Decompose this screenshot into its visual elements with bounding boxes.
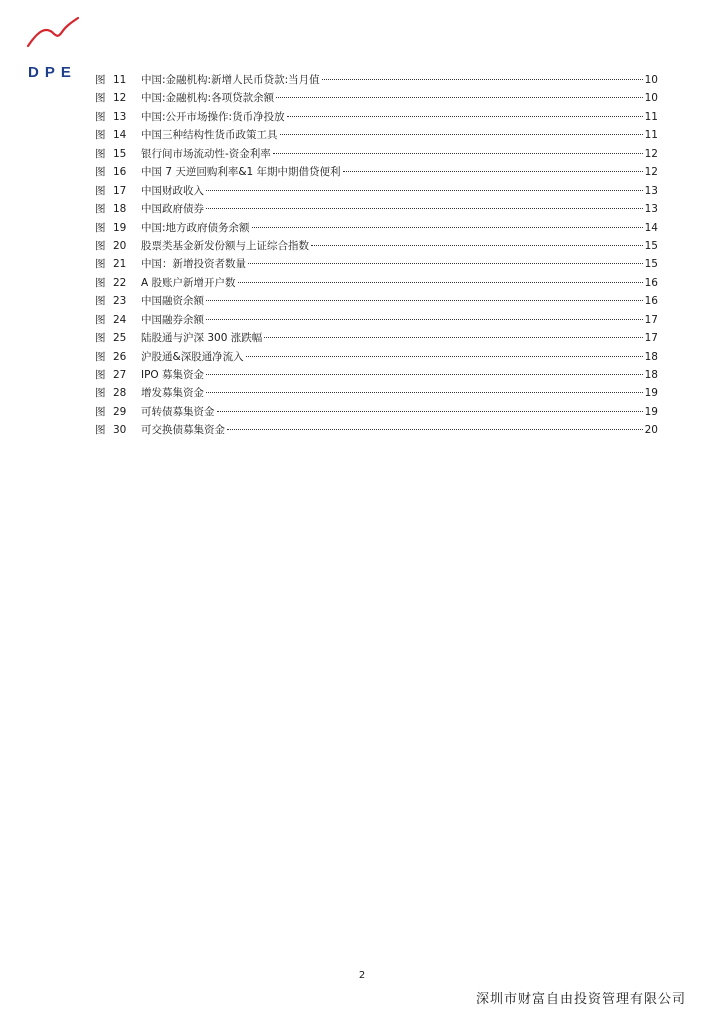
- figure-number: 23: [113, 295, 127, 308]
- figure-title: 中国:金融机构:各项贷款余额: [141, 92, 275, 105]
- figure-title: 可转债募集资金: [141, 405, 215, 418]
- figure-label: 图: [95, 184, 106, 197]
- figure-label: 图: [95, 276, 106, 289]
- figure-number: 24: [113, 313, 127, 326]
- toc-entry[interactable]: [95, 329, 658, 347]
- figure-title: 银行间市场流动性-资金利率: [141, 147, 271, 160]
- figure-title: 增发募集资金: [141, 387, 204, 400]
- figure-label: 图: [95, 258, 106, 271]
- figure-number: 16: [113, 166, 127, 179]
- figure-page-number: 17: [644, 313, 658, 326]
- figure-page-number: 16: [644, 276, 658, 289]
- figure-page-number: 15: [644, 239, 658, 252]
- page-number: 2: [358, 970, 366, 981]
- figure-label: 图: [95, 110, 106, 123]
- figure-number: 22: [113, 276, 127, 289]
- dot-leader: [206, 190, 643, 191]
- figure-number: 20: [113, 239, 127, 252]
- dot-leader: [280, 134, 643, 135]
- company-logo: [22, 14, 98, 81]
- dot-leader: [343, 171, 643, 172]
- figure-label: 图: [95, 313, 106, 326]
- figure-title: 中国：新增投资者数量: [141, 258, 246, 271]
- dot-leader: [276, 97, 643, 98]
- figure-page-number: 19: [644, 405, 658, 418]
- figure-page-number: 11: [644, 129, 658, 142]
- dot-leader: [206, 300, 643, 301]
- figure-title: 中国融券余额: [141, 313, 204, 326]
- figure-label: 图: [95, 147, 106, 160]
- toc-entry[interactable]: [95, 182, 658, 200]
- figure-page-number: 20: [644, 424, 658, 437]
- figure-label: 图: [95, 369, 106, 381]
- figure-title: 中国三种结构性货币政策工具: [141, 129, 278, 142]
- toc-entry[interactable]: [95, 311, 658, 329]
- figure-page-number: 15: [644, 258, 658, 271]
- footer-company-name: 深圳市财富自由投资管理有限公司: [475, 992, 686, 1007]
- figure-title: 中国融资余额: [141, 295, 204, 308]
- figure-page-number: 14: [644, 221, 658, 234]
- figure-label: 图: [95, 221, 106, 234]
- toc-entry[interactable]: [95, 348, 658, 366]
- toc-entry[interactable]: [95, 71, 658, 89]
- figure-page-number: 11: [644, 110, 658, 123]
- toc-entry[interactable]: [95, 145, 658, 163]
- figure-page-number: 10: [644, 92, 658, 105]
- toc-entry[interactable]: [95, 163, 658, 181]
- figure-page-number: 13: [644, 184, 658, 197]
- figure-number: 17: [113, 184, 127, 197]
- figure-title: 可交换债募集资金: [141, 424, 225, 437]
- figure-label: 图: [95, 166, 106, 179]
- figure-number: 30: [113, 424, 127, 437]
- figure-number: 13: [113, 110, 127, 123]
- dot-leader: [206, 208, 643, 209]
- dot-leader: [311, 245, 643, 246]
- toc-entry[interactable]: [95, 274, 658, 292]
- figure-number: 14: [113, 129, 127, 142]
- figure-title: 沪股通&深股通净流入: [141, 350, 244, 363]
- dot-leader: [287, 116, 643, 117]
- toc-entry[interactable]: [95, 366, 658, 384]
- toc-entry[interactable]: [95, 384, 658, 402]
- figure-list: [95, 71, 658, 440]
- toc-entry[interactable]: [95, 421, 658, 439]
- figure-label: 图: [95, 129, 106, 142]
- toc-entry[interactable]: [95, 403, 658, 421]
- figure-number: 18: [113, 203, 127, 216]
- toc-entry[interactable]: [95, 108, 658, 126]
- figure-label: 图: [95, 295, 106, 308]
- figure-label: 图: [95, 92, 106, 105]
- toc-entry[interactable]: [95, 255, 658, 273]
- logo-text: DPE: [28, 64, 77, 81]
- dot-leader: [273, 153, 643, 154]
- figure-title: 中国财政收入: [141, 184, 204, 197]
- figure-page-number: 12: [644, 166, 658, 179]
- figure-title: A 股账户新增开户数: [141, 276, 236, 289]
- figure-page-number: 17: [644, 332, 658, 345]
- figure-number: 25: [113, 332, 127, 345]
- figure-label: 图: [95, 74, 106, 86]
- figure-page-number: 13: [644, 203, 658, 216]
- figure-label: 图: [95, 424, 106, 437]
- figure-label: 图: [95, 239, 106, 252]
- dot-leader: [252, 227, 643, 228]
- figure-label: 图: [95, 332, 106, 345]
- figure-title: 中国:地方政府债务余额: [141, 221, 250, 234]
- figure-number: 28: [113, 387, 127, 400]
- figure-label: 图: [95, 350, 106, 363]
- toc-entry[interactable]: [95, 200, 658, 218]
- dot-leader: [246, 356, 643, 357]
- figure-page-number: 18: [644, 350, 658, 363]
- figure-title: 中国:金融机构:新增人民币贷款:当月值: [141, 74, 320, 86]
- dot-leader: [206, 319, 643, 320]
- toc-entry[interactable]: [95, 237, 658, 255]
- figure-page-number: 18: [644, 369, 658, 381]
- toc-entry[interactable]: [95, 126, 658, 144]
- figure-page-number: 16: [644, 295, 658, 308]
- toc-entry[interactable]: [95, 292, 658, 310]
- figure-label: 图: [95, 387, 106, 400]
- figure-title: IPO 募集资金: [141, 369, 205, 381]
- figure-number: 15: [113, 147, 127, 160]
- figure-label: 图: [95, 203, 106, 216]
- figure-number: 12: [113, 92, 127, 105]
- dot-leader: [248, 263, 643, 264]
- toc-entry[interactable]: [95, 219, 658, 237]
- dot-leader: [206, 374, 643, 375]
- dot-leader: [227, 429, 643, 430]
- figure-title: 中国 7 天逆回购利率&1 年期中期借贷便利: [141, 166, 341, 179]
- figure-number: 19: [113, 221, 127, 234]
- figure-page-number: 12: [644, 147, 658, 160]
- toc-entry[interactable]: [95, 89, 658, 107]
- figure-page-number: 10: [644, 74, 658, 86]
- dot-leader: [238, 282, 643, 283]
- figure-title: 中国:公开市场操作:货币净投放: [141, 110, 285, 123]
- figure-title: 中国政府债券: [141, 203, 204, 216]
- figure-number: 29: [113, 405, 127, 418]
- figure-title: 陆股通与沪深 300 涨跌幅: [141, 332, 263, 345]
- dot-leader: [217, 411, 643, 412]
- figure-number: 27: [113, 369, 127, 381]
- figure-label: 图: [95, 405, 106, 418]
- figure-number: 26: [113, 350, 127, 363]
- figure-page-number: 19: [644, 387, 658, 400]
- figure-number: 21: [113, 258, 127, 271]
- figure-number: 11: [113, 74, 127, 86]
- dot-leader: [322, 79, 643, 80]
- figure-title: 股票类基金新发份额与上证综合指数: [141, 239, 309, 252]
- dot-leader: [206, 392, 643, 393]
- dot-leader: [264, 337, 642, 338]
- logo-swoosh-icon: [26, 16, 90, 50]
